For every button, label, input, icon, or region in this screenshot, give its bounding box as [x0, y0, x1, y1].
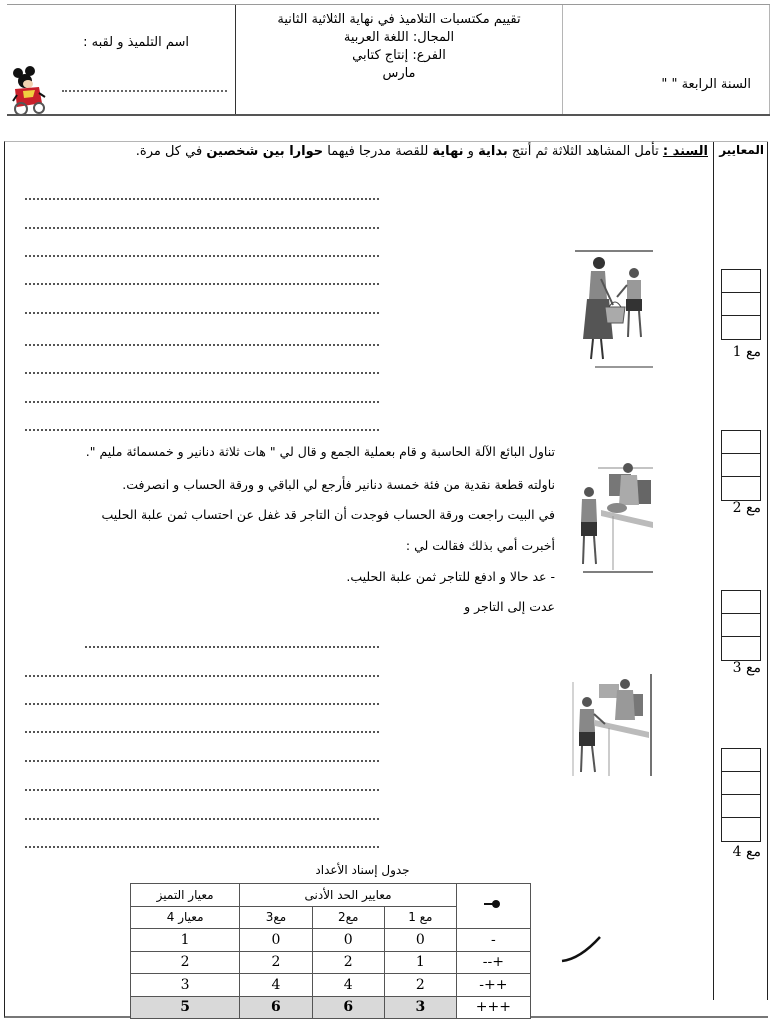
- instruction-text: للقصة مدرجا فيهما: [323, 144, 433, 159]
- column-header: مع2: [312, 906, 384, 929]
- cell-value: 0: [384, 929, 456, 952]
- instruction-keyword: حوارا بين شخصين: [206, 144, 324, 159]
- instruction-keyword: بداية: [478, 144, 508, 159]
- cell-value: 1: [384, 951, 456, 974]
- grade-level-cell: [563, 5, 770, 114]
- criteria-box[interactable]: [722, 614, 760, 637]
- criteria-box[interactable]: [722, 431, 760, 454]
- criteria-box[interactable]: [722, 795, 760, 818]
- table-row: [131, 951, 531, 974]
- criteria-2-label: مع 2: [732, 500, 761, 516]
- pen-stroke-mark: [560, 935, 602, 965]
- writing-line[interactable]: [25, 703, 379, 705]
- column-header: معيار 4: [131, 906, 240, 929]
- cell-value: 2: [240, 951, 312, 974]
- instruction-text: في كل مرة.: [135, 144, 207, 159]
- table-row: [131, 929, 531, 952]
- criteria-box[interactable]: [722, 749, 760, 772]
- row-symbol: ++-: [456, 974, 530, 997]
- exam-title: تقييم مكتسبات التلاميذ في نهاية الثلاثية الثانية: [277, 12, 521, 27]
- exam-month: مارس: [382, 66, 416, 81]
- cell-value: 5: [131, 996, 240, 1019]
- writing-line[interactable]: [25, 675, 379, 677]
- excellence-criteria-header: معيار التميز: [131, 884, 240, 907]
- writing-line[interactable]: [25, 312, 379, 314]
- grade-level: السنة الرابعة " ": [661, 77, 751, 92]
- instruction-lead: السند :: [662, 144, 708, 159]
- criteria-1-boxes[interactable]: [721, 269, 761, 340]
- criteria-box[interactable]: [722, 591, 760, 614]
- writing-line[interactable]: [25, 789, 379, 791]
- grading-group-header-row: [131, 884, 531, 907]
- student-name-label: اسم التلميذ و لقبه :: [83, 35, 189, 50]
- cell-value: 3: [384, 996, 456, 1019]
- exam-header: [7, 4, 770, 116]
- scene-boy-at-shop-counter-image: [573, 460, 655, 575]
- writing-line[interactable]: [25, 227, 379, 229]
- writing-line[interactable]: [85, 646, 379, 648]
- minimum-criteria-header: معايير الحد الأدنى: [240, 884, 456, 907]
- criteria-3-label: مع 3: [732, 660, 761, 676]
- instruction-keyword: نهاية: [432, 144, 464, 159]
- instruction-text: و: [463, 144, 479, 159]
- cell-value: 2: [384, 974, 456, 997]
- story-line: تناول البائع الآلة الحاسبة و قام بعملية الجمع و قال لي " هات ثلاثة دنانير و خمسمائة مليم ".: [85, 444, 555, 459]
- criteria-4-label: مع 4: [732, 844, 761, 860]
- criteria-box[interactable]: [722, 270, 760, 293]
- scene-boy-returns-to-shop-image: [571, 672, 655, 778]
- cartoon-mouse-mascot-icon: [9, 65, 49, 117]
- writing-line[interactable]: [25, 846, 379, 848]
- story-line: ناولته قطعة نقدية من فئة خمسة دنانير فأرجع لي الباقي و ورقة الحساب و انصرفت.: [122, 477, 555, 492]
- story-line: - عد حالا و ادفع للتاجر ثمن علبة الحليب.: [346, 569, 555, 584]
- writing-line[interactable]: [25, 372, 379, 374]
- scene-mother-boy-basket-image: [573, 249, 655, 369]
- criteria-1-label: مع 1: [732, 344, 761, 360]
- row-symbol: +++: [456, 996, 530, 1019]
- writing-line[interactable]: [25, 818, 379, 820]
- criteria-4-boxes[interactable]: [721, 748, 761, 842]
- story-line: عدت إلى التاجر و: [464, 599, 555, 614]
- cell-value: 2: [312, 951, 384, 974]
- cell-value: 1: [131, 929, 240, 952]
- criteria-box[interactable]: [722, 293, 760, 316]
- criteria-box[interactable]: [722, 637, 760, 660]
- column-header: مع 1: [384, 906, 456, 929]
- cell-value: 3: [131, 974, 240, 997]
- exam-title-cell: [236, 5, 563, 114]
- table-row: [131, 974, 531, 997]
- exercise-instruction: [136, 144, 708, 159]
- row-symbol: -: [456, 929, 530, 952]
- writing-line[interactable]: [25, 731, 379, 733]
- writing-line[interactable]: [25, 401, 379, 403]
- cell-value: 0: [240, 929, 312, 952]
- criteria-box[interactable]: [722, 316, 760, 339]
- story-line: في البيت راجعت ورقة الحساب فوجدت أن التاجر قد غفل عن احتساب ثمن علبة الحليب: [101, 507, 555, 522]
- grading-table: [130, 883, 531, 1019]
- student-name-cell: [7, 5, 236, 114]
- criteria-box[interactable]: [722, 454, 760, 477]
- writing-line[interactable]: [25, 344, 379, 346]
- criteria-box[interactable]: [722, 818, 760, 841]
- criteria-box[interactable]: [722, 477, 760, 500]
- student-name-field[interactable]: [62, 90, 227, 92]
- writing-line[interactable]: [25, 283, 379, 285]
- writing-line[interactable]: [25, 198, 379, 200]
- column-header: مع3: [240, 906, 312, 929]
- cell-value: 2: [131, 951, 240, 974]
- writing-line[interactable]: [25, 255, 379, 257]
- table-row-max: [131, 996, 531, 1019]
- exam-branch: الفرع: إنتاج كتابي: [352, 48, 446, 63]
- criteria-column: [713, 142, 768, 1000]
- cell-value: 4: [240, 974, 312, 997]
- criteria-2-boxes[interactable]: [721, 430, 761, 501]
- pointing-hand-icon: [456, 884, 530, 929]
- instruction-text: تأمل المشاهد الثلاثة ثم أنتج: [507, 144, 663, 159]
- grading-table-caption: جدول إسناد الأعداد: [315, 863, 410, 877]
- criteria-3-boxes[interactable]: [721, 590, 761, 661]
- criteria-title: المعايير: [719, 143, 764, 157]
- cell-value: 0: [312, 929, 384, 952]
- writing-line[interactable]: [25, 429, 379, 431]
- cell-value: 4: [312, 974, 384, 997]
- cell-value: 6: [312, 996, 384, 1019]
- row-symbol: +--: [456, 951, 530, 974]
- criteria-box[interactable]: [722, 772, 760, 795]
- story-line: أخبرت أمي بذلك فقالت لي :: [405, 538, 555, 553]
- exam-domain: المجال: اللغة العربية: [343, 30, 455, 45]
- cell-value: 6: [240, 996, 312, 1019]
- writing-line[interactable]: [25, 760, 379, 762]
